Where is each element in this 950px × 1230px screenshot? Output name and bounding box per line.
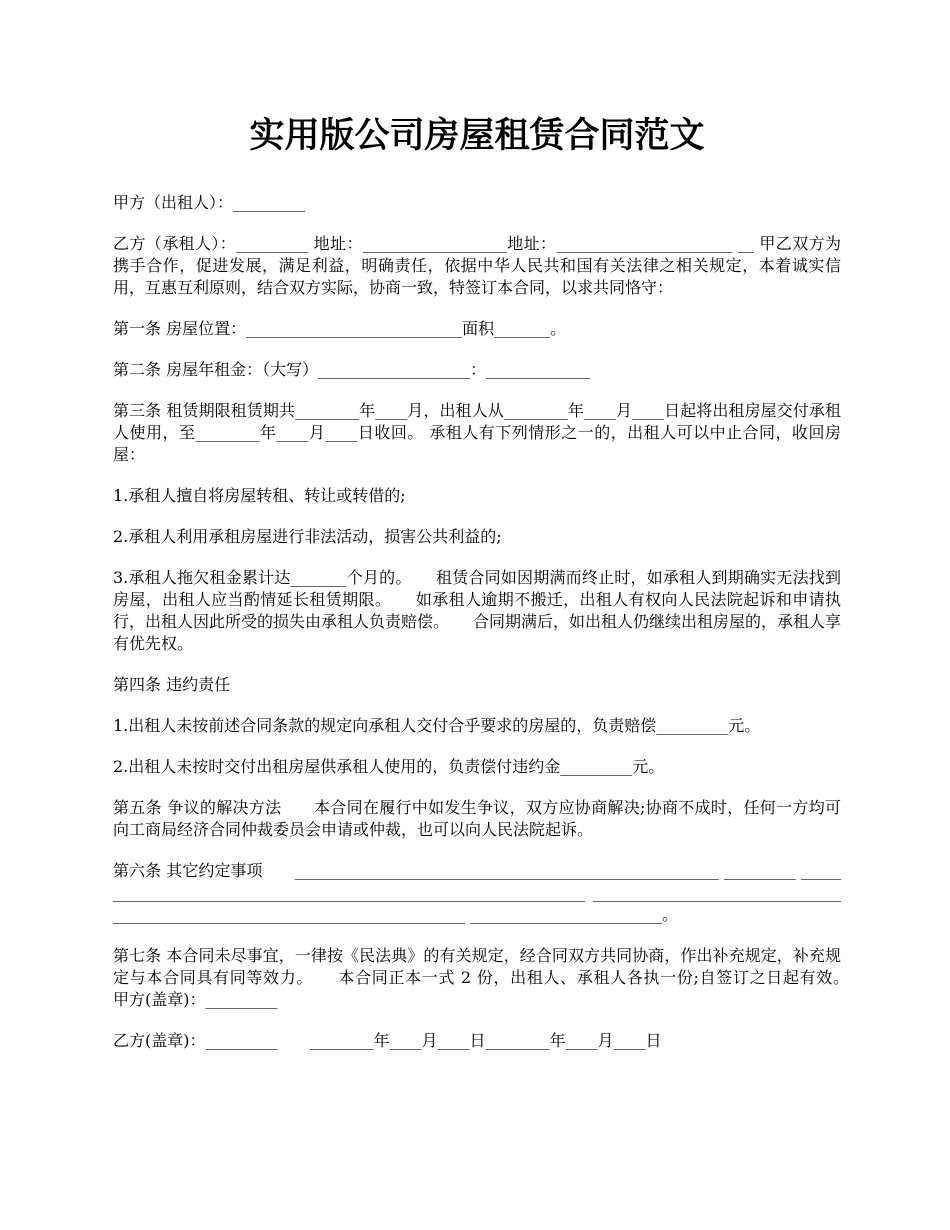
article-7-misc: 第七条 本合同未尽事宜，一律按《民法典》的有关规定，经合同双方共同协商，作出补充规定，补充规定与本合同具有同等效力。 本合同正本一式 2 份，出租人、承租人各执一份;自签订之日起有效。 甲方(盖章)：_________ xyxy=(113,946,874,1009)
article-3-item-2: 2.承租人利用承租房屋进行非法活动，损害公共利益的; xyxy=(113,527,502,546)
article-4-heading: 第四条 违约责任 xyxy=(113,675,231,694)
document-page xyxy=(113,110,874,1071)
article-4-item-2: 2.出租人未按时交付出租房屋供承租人使用的，负责偿付违约金_________元。 xyxy=(113,757,665,776)
article-4-item-1: 1.出租人未按前述合同条款的规定向承租人交付合乎要求的房屋的，负责赔偿_________元。 xyxy=(113,716,761,735)
article-3-term: 第三条 租赁期限租赁期共________年____月，出租人从________年____月____日起将出租房屋交付承租人使用，至________年____月____日收回。 承租人有下列情形之一的，出租人可以中止合同，收回房屋： xyxy=(113,401,841,464)
article-3-item-1: 1.承租人擅自将房屋转租、转让或转借的; xyxy=(113,486,406,505)
signature-line: 乙方(盖章)：_________ ________年____月____日________年____月____日 xyxy=(113,1031,662,1050)
document-title: 实用版公司房屋租赁合同范文 xyxy=(249,115,705,156)
article-1-location: 第一条 房屋位置：___________________________面积_______。 xyxy=(113,319,567,338)
party-b-preamble: 乙方（承租人）：_________ 地址：__________________地址：______________________ __ 甲乙双方为携手合作，促进发展，满足利益，明确责任，依据中华人民共和国有关法律之相关规定，本着诚实信用，互惠互利原则，结合双方实际，协商一致，特签订本合同，以求共同恪守： xyxy=(113,234,841,297)
article-3-item-3: 3.承租人拖欠租金累计达_______个月的。 租赁合同如因期满而终止时，如承租人到期确实无法找到房屋，出租人应当酌情延长租赁期限。 如承租人逾期不搬迁，出租人有权向人民法院起诉和申请执行，出租人因此所受的损失由承租人负责赔偿。 合同期满后，如出租人仍继续出租房屋的，承租人享有优先权。 xyxy=(113,568,842,653)
article-5-disputes: 第五条 争议的解决方法 本合同在履行中如发生争议，双方应协商解决;协商不成时，任何一方均可向工商局经济合同仲裁委员会申请或仲裁，也可以向人民法院起诉。 xyxy=(113,798,841,839)
article-6-other-terms: 第六条 其它约定事项 _____________________________________________________ _________ ________________________________________________________________ ___________________________________________________________________________ ________________________。 xyxy=(113,861,841,924)
article-2-rent: 第二条 房屋年租金：（大写）___________________：_____________ xyxy=(113,360,591,379)
party-a-line: 甲方（出租人）：_________ xyxy=(113,193,306,212)
